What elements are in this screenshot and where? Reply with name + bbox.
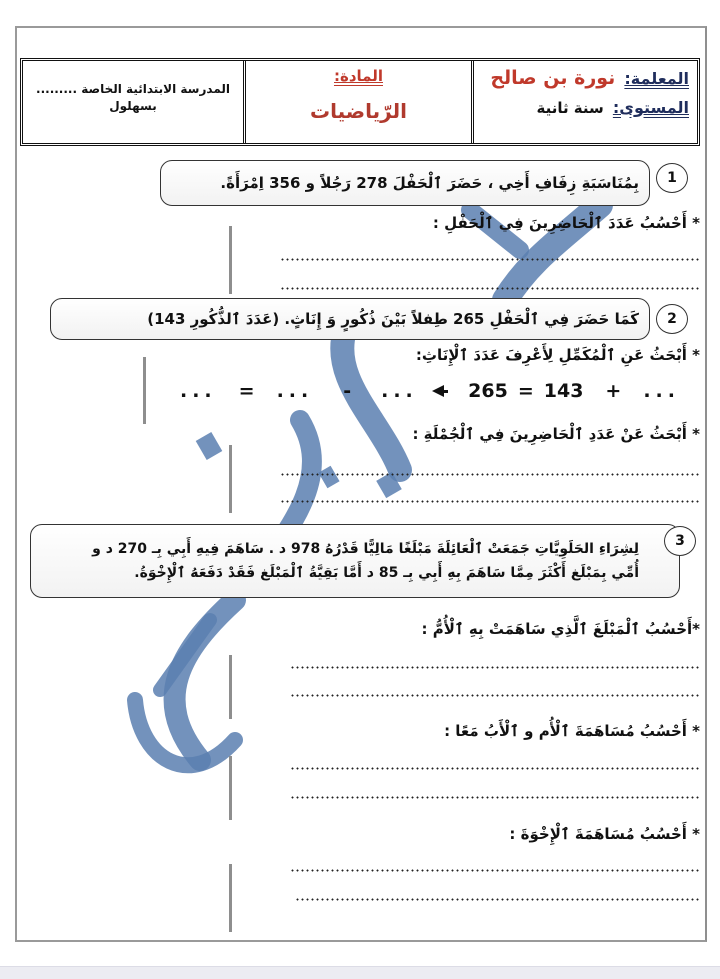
- margin-bar: [143, 357, 146, 424]
- eq-addend-blank[interactable]: ...: [643, 380, 680, 402]
- eq-equals-sign-2: =: [517, 380, 534, 402]
- school-cell: [23, 61, 243, 143]
- level-value: سنة ثانية: [536, 99, 604, 117]
- problem-1-box: [160, 160, 650, 206]
- eq-plus-sign: +: [605, 380, 622, 402]
- school-name-line1: المدرسة الابتدائية الخاصة .........: [36, 82, 230, 96]
- problem-1-question-1: * أَحْسُبُ عَدَدَ ٱلْحَاضِرِينَ فِي ٱلْحَفْلِ :: [432, 214, 700, 232]
- answer-line[interactable]: [290, 869, 700, 872]
- teacher-cell: [471, 61, 697, 143]
- eq-total: 265: [468, 380, 508, 402]
- eq-known: 143: [543, 380, 584, 402]
- answer-line[interactable]: [280, 287, 700, 290]
- subject-value: الرّياضيات: [310, 99, 407, 123]
- margin-bar: [229, 864, 232, 932]
- problem-2-number: 2: [656, 304, 688, 334]
- answer-line[interactable]: [280, 258, 700, 261]
- margin-bar: [229, 655, 232, 719]
- answer-line[interactable]: [280, 500, 700, 503]
- subject-cell: [243, 61, 471, 143]
- teacher-name: نورة بن صالح: [490, 67, 616, 89]
- teacher-label: المعلمة:: [624, 69, 689, 88]
- problem-1-number: 1: [656, 163, 688, 193]
- problem-1-statement: بِمُنَاسَبَةِ زِفَافِ أَخِي ، حَضَرَ ٱلْحَفْلَ 278 رَجُلاً و 356 اِمْرَأَةً.: [220, 174, 639, 192]
- margin-bar: [229, 756, 232, 820]
- margin-bar: [229, 445, 232, 513]
- left-arrow-icon: [432, 385, 448, 397]
- eq-subtrahend-blank[interactable]: ...: [381, 380, 418, 402]
- problem-2-question-1: * أَبْحَثُ عَنِ ٱلْمُكَمِّلِ لِأَعْرِفَ عَدَدَ ٱلْإِنَاثِ:: [415, 346, 700, 364]
- level-label: المستوى:: [612, 98, 689, 117]
- problem-3-question-2: * أَحْسُبُ مُسَاهَمَةَ ٱلْأُم و ٱلْأَبُ مَعًا :: [444, 722, 700, 740]
- answer-line[interactable]: [290, 694, 700, 697]
- answer-line[interactable]: [295, 898, 700, 901]
- level-row: [474, 98, 689, 117]
- problem-3-question-3: * أَحْسُبُ مُسَاهَمَةَ ٱلْإِخْوَةَ :: [509, 825, 700, 843]
- problem-3-box: [30, 524, 680, 598]
- problem-2-box: [50, 298, 650, 340]
- problem-3-statement-line-2: أُمِّي بِمَبْلَغ أَكْثَرَ مِمَّا سَاهَمَ بِهِ أَبِي بِـ 85 د أَمَّا بَقِيَّةُ ٱلْمَبْلَغ فَقَدْ دَفَعَهُ ٱلْإِخْوَةُ.: [134, 565, 639, 581]
- margin-bar: [229, 226, 232, 294]
- worksheet-header: [20, 58, 700, 146]
- school-name-line2: بسهلول: [109, 99, 157, 113]
- answer-line[interactable]: [280, 473, 700, 476]
- problem-3-number: 3: [664, 526, 696, 556]
- problem-2-statement: كَمَا حَضَرَ فِي ٱلْحَفْلِ 265 طِفلاً بَيْنَ ذُكُورٍ وَ إِنَاثٍ. (عَدَدَ ٱلذُّكُورِ 143): [147, 310, 639, 328]
- viewer-bottom-bar: [0, 966, 720, 979]
- answer-line[interactable]: [290, 796, 700, 799]
- problem-3-question-1: *أَحْسُبُ ٱلْمَبْلَغَ ٱلَّذِي سَاهَمَتْ بِهِ ٱلْأُمُّ :: [421, 620, 700, 638]
- eq-minus-sign: -: [343, 380, 352, 402]
- problem-2-question-2: * أَبْحَثُ عَنْ عَدَدِ ٱلْحَاضِرِينَ فِي ٱلْجُمْلَةِ :: [412, 425, 700, 443]
- answer-line[interactable]: [290, 666, 700, 669]
- answer-line[interactable]: [290, 767, 700, 770]
- eq-equals-sign: =: [238, 380, 255, 402]
- eq-result-blank[interactable]: ...: [180, 380, 217, 402]
- subject-label: المادة:: [333, 67, 383, 85]
- teacher-row: [474, 67, 689, 89]
- eq-minuend-blank[interactable]: ...: [276, 380, 314, 402]
- problem-3-statement-line-1: لِشِرَاءِ الحَلَوِيَّاتِ جَمَعَتْ ٱلْعَائِلَةَ مَبْلَغًا مَالِيًّا قَدْرُهُ 978 د . سَاهَمَ فِيهِ أَبِي بِـ 270 د و: [92, 541, 639, 557]
- complement-equation: [180, 380, 680, 402]
